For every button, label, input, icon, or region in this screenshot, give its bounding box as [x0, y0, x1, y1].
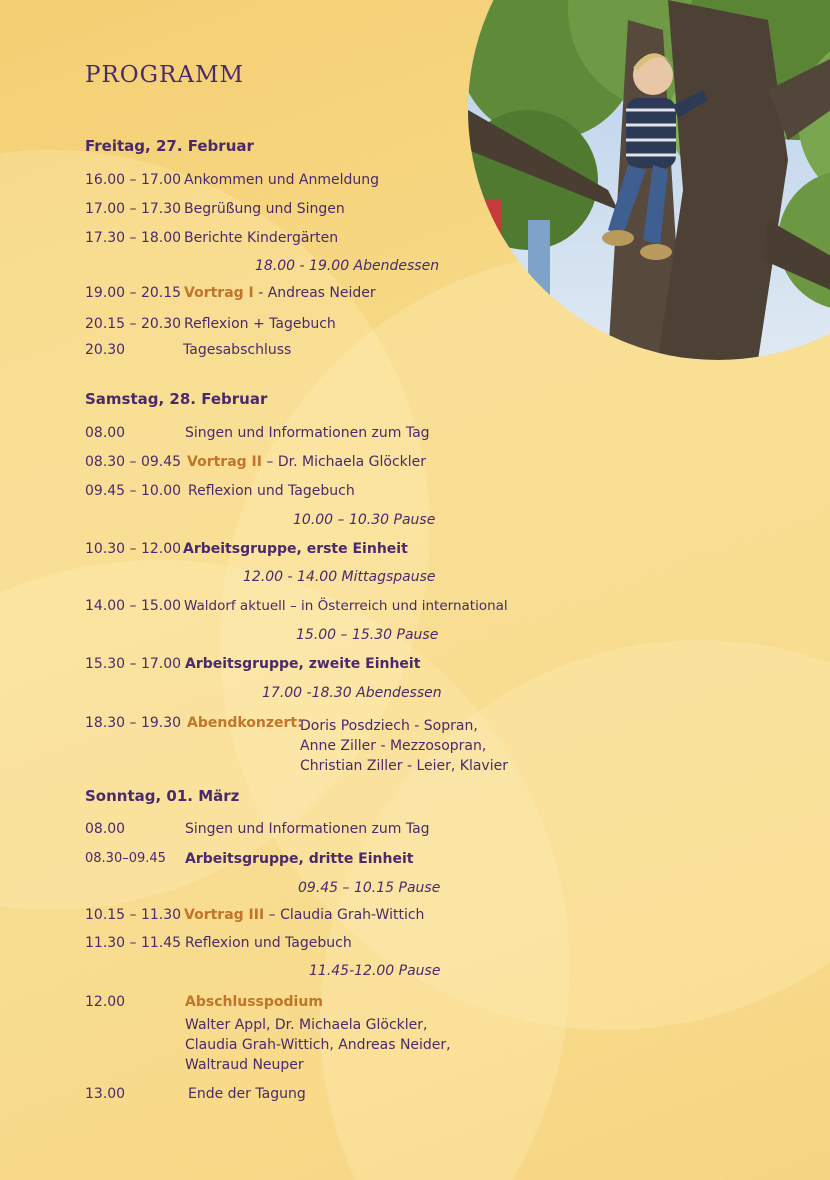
performer-line: Christian Ziller - Leier, Klavier — [300, 758, 508, 774]
time-slot: 20.15 – 20.30 — [85, 316, 182, 332]
speaker: – Dr. Michaela Glöckler — [261, 454, 427, 470]
time-slot: 09.45 – 10.00 — [85, 483, 182, 499]
time-slot: 08.00 — [85, 821, 126, 837]
child-in-tree-photo — [468, 0, 830, 360]
pause-note: 18.00 - 19.00 Abendessen — [255, 258, 440, 274]
time-slot: 20.30 — [85, 342, 126, 358]
time-slot: 17.30 – 18.00 — [85, 230, 182, 246]
program-item: Reflexion und Tagebuch — [185, 935, 352, 951]
program-item: Arbeitsgruppe, erste Einheit — [183, 541, 408, 557]
podium-label: Abschlusspodium — [185, 994, 323, 1010]
speaker: - Andreas Neider — [253, 285, 376, 301]
pause-note: 11.45-12.00 Pause — [309, 963, 441, 979]
program-item: Reflexion und Tagebuch — [188, 483, 355, 499]
time-slot: 17.00 – 17.30 — [85, 201, 182, 217]
program-item: Arbeitsgruppe, zweite Einheit — [185, 656, 421, 672]
time-slot: 16.00 – 17.00 — [85, 172, 182, 188]
day-heading-sunday: Sonntag, 01. März — [85, 787, 240, 805]
day-heading-friday: Freitag, 27. Februar — [85, 137, 254, 155]
time-slot: 11.30 – 11.45 — [85, 935, 182, 951]
participant-line: Waltraud Neuper — [185, 1057, 304, 1073]
performer-line: Anne Ziller - Mezzosopran, — [300, 738, 487, 754]
pause-note: 10.00 – 10.30 Pause — [293, 512, 436, 528]
participant-line: Walter Appl, Dr. Michaela Glöckler, — [185, 1017, 428, 1033]
pause-note: 12.00 - 14.00 Mittagspause — [243, 569, 436, 585]
concert-performers — [300, 716, 508, 776]
pause-note: 15.00 – 15.30 Pause — [296, 627, 439, 643]
pause-note: 09.45 – 10.15 Pause — [298, 880, 441, 896]
lecture-label: Vortrag II — [187, 454, 262, 470]
time-slot: 18.30 – 19.30 — [85, 715, 182, 731]
day-heading-saturday: Samstag, 28. Februar — [85, 390, 268, 408]
time-slot: 10.30 – 12.00 — [85, 541, 182, 557]
program-item: Berichte Kindergärten — [184, 230, 339, 246]
program-item: Reflexion + Tagebuch — [184, 316, 336, 332]
lecture-label: Vortrag III — [184, 907, 265, 923]
page-title: PROGRAMM — [85, 62, 245, 88]
program-item: Waldorf aktuell – in Österreich und international — [184, 598, 508, 614]
lecture-label: Vortrag I — [184, 285, 254, 301]
program-item: Singen und Informationen zum Tag — [185, 425, 430, 441]
pause-note: 17.00 -18.30 Abendessen — [262, 685, 442, 701]
time-slot: 13.00 — [85, 1086, 126, 1102]
time-slot: 12.00 — [85, 994, 126, 1010]
time-slot: 08.00 — [85, 425, 126, 441]
speaker: – Claudia Grah-Wittich — [264, 907, 425, 923]
time-slot: 15.30 – 17.00 — [85, 656, 182, 672]
time-slot: 14.00 – 15.00 — [85, 598, 182, 614]
time-slot: 08.30–09.45 — [85, 851, 166, 866]
time-slot: 19.00 – 20.15 — [85, 285, 182, 301]
program-item: Ende der Tagung — [188, 1086, 306, 1102]
program-item: Ankommen und Anmeldung — [184, 172, 380, 188]
performer-line: Doris Posdziech - Sopran, — [300, 718, 478, 734]
program-item: Arbeitsgruppe, dritte Einheit — [185, 851, 414, 867]
concert-label: Abendkonzert: — [187, 715, 303, 731]
program-item: Singen und Informationen zum Tag — [185, 821, 430, 837]
time-slot: 08.30 – 09.45 — [85, 454, 182, 470]
time-slot: 10.15 – 11.30 — [85, 907, 182, 923]
podium-participants — [185, 1015, 451, 1075]
program-item: Tagesabschluss — [183, 342, 292, 358]
participant-line: Claudia Grah-Wittich, Andreas Neider, — [185, 1037, 451, 1053]
program-item: Begrüßung und Singen — [184, 201, 345, 217]
